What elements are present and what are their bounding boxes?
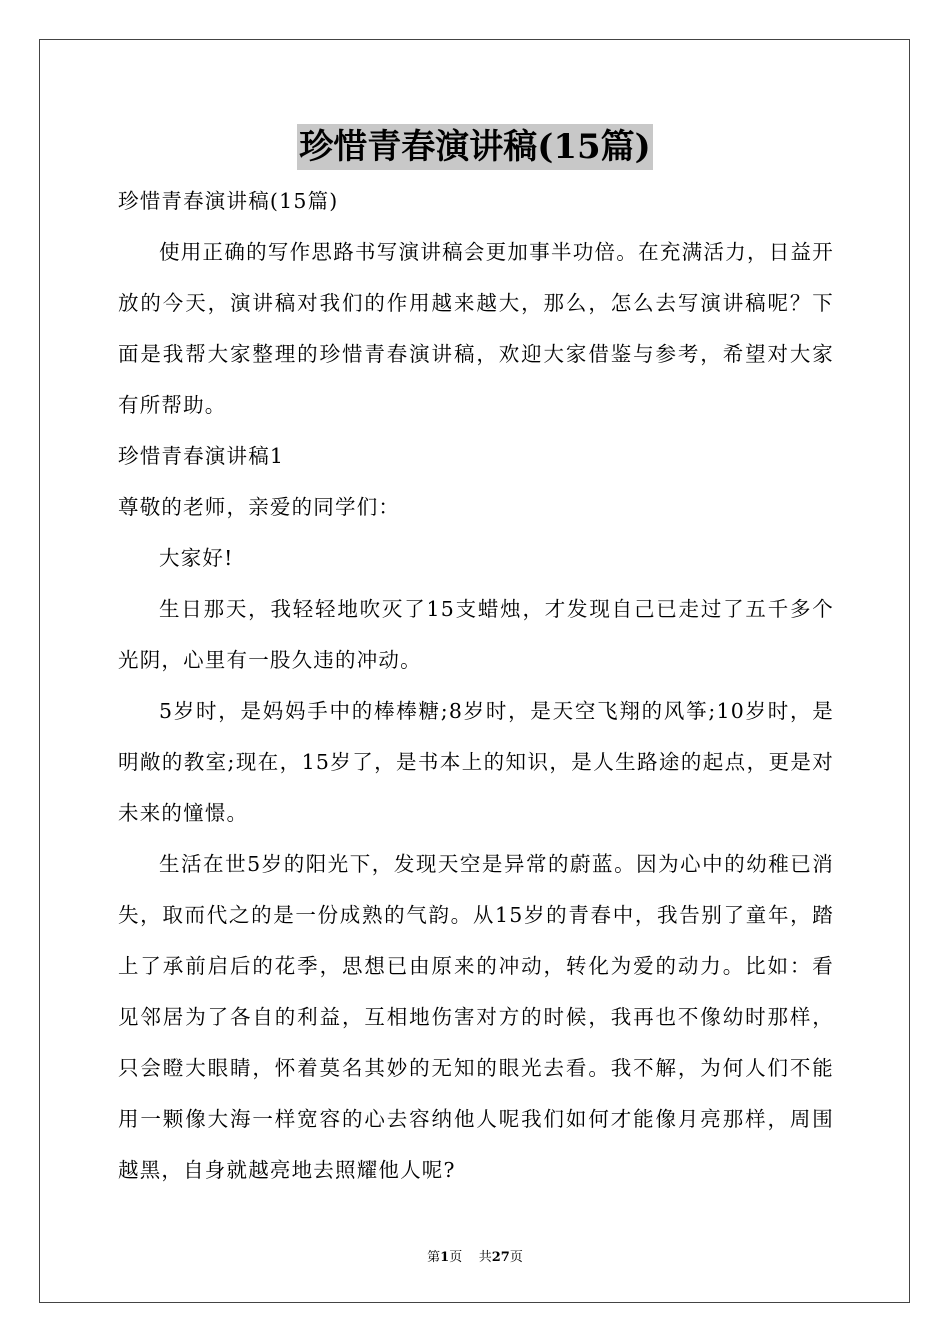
section-heading: 珍惜青春演讲稿1 (118, 444, 285, 468)
page-total: 27 (491, 1250, 510, 1265)
footer-page-suffix: 页 (449, 1250, 463, 1265)
title-container (0, 124, 950, 170)
document-title: 珍惜青春演讲稿(15篇) (297, 124, 653, 170)
footer-total-suffix: 页 (509, 1250, 523, 1265)
paragraph: 5岁时，是妈妈手中的棒棒糖;8岁时，是天空飞翔的风筝;10岁时，是明敞的教室;现在，15岁了，是书本上的知识，是人生路途的起点，更是对未来的憧憬。 (118, 699, 834, 825)
paragraph: 生日那天，我轻轻地吹灭了15支蜡烛，才发现自己已走过了五千多个光阴，心里有一股久违的冲动。 (118, 597, 834, 672)
paragraph-intro: 使用正确的写作思路书写演讲稿会更加事半功倍。在充满活力，日益开放的今天，演讲稿对我们的作用越来越大，那么，怎么去写演讲稿呢？下面是我帮大家整理的珍惜青春演讲稿，欢迎大家借鉴与参考，希望对大家有所帮助。 (118, 240, 834, 417)
footer-total-prefix: 共 (478, 1250, 492, 1265)
salutation: 尊敬的老师，亲爱的同学们： (118, 495, 401, 519)
footer-prefix: 第 (427, 1250, 441, 1265)
document-body (118, 176, 834, 1196)
page-footer (0, 1246, 950, 1265)
paragraph: 生活在世5岁的阳光下，发现天空是异常的蔚蓝。因为心中的幼稚已消失，取而代之的是一份成熟的气韵。从15岁的青春中，我告别了童年，踏上了承前启后的花季，思想已由原来的冲动，转化为爱的动力。比如：看见邻居为了各自的利益，互相地伤害对方的时候，我再也不像幼时那样，只会瞪大眼睛，怀着莫名其妙的无知的眼光去看。我不解，为何人们不能用一颗像大海一样宽容的心去容纳他人呢我们如何才能像月亮那样，周围越黑，自身就越亮地去照耀他人呢? (118, 852, 834, 1182)
subtitle: 珍惜青春演讲稿(15篇) (118, 189, 339, 213)
page-number: 1 (440, 1250, 450, 1265)
greeting: 大家好! (159, 546, 234, 570)
